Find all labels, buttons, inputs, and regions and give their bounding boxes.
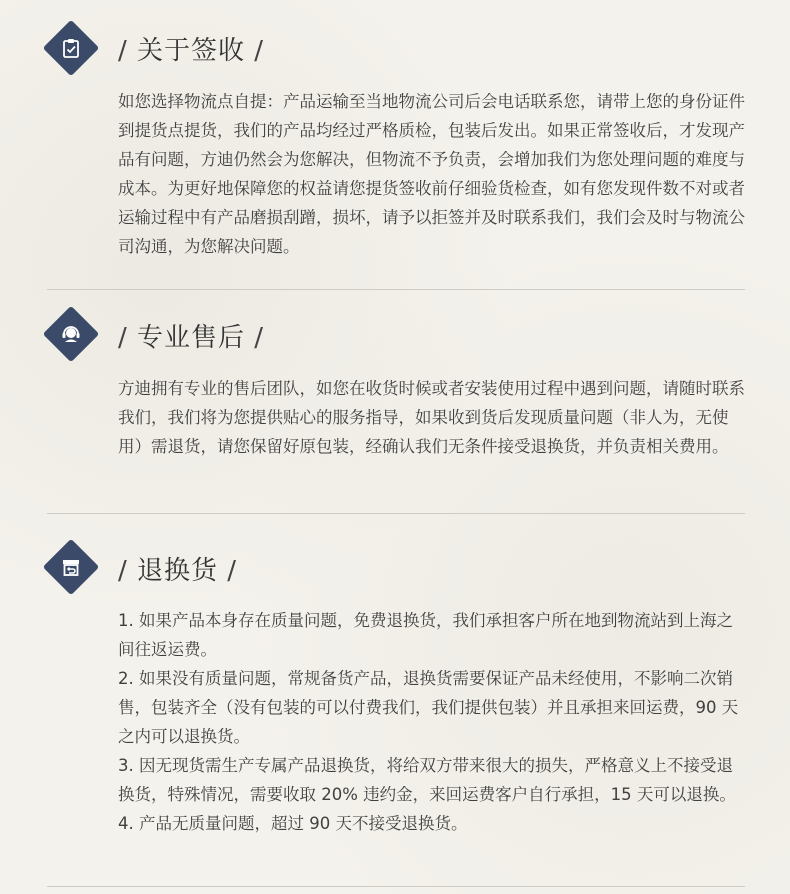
section-3-item: 3. 因无现货需生产专属产品退换货，将给双方带来很大的损失，严格意义上不接受退换货，特殊情况，需要收取 20% 违约金，来回运费客户自行承担，15 天可以退换。: [118, 756, 736, 804]
section-1-body: [118, 87, 748, 261]
section-2-title: / 专业售后 /: [118, 323, 265, 353]
section-2-paragraph: 方迪拥有专业的售后团队，如您在收货时候或者安装使用过程中遇到问题，请随时联系我们，我们将为您提供贴心的服务指导，如果收到货后发现质量问题（非人为，无使用）需退货，请您保留好原包装，经确认我们无条件接受退换货，并负责相关费用。: [118, 379, 745, 456]
customer-service-icon: [51, 314, 91, 354]
divider: [47, 886, 745, 887]
section-3-body: [118, 606, 748, 838]
section-3-item: 1. 如果产品本身存在质量问题，免费退换货，我们承担客户所在地到物流站到上海之间往返运费。: [118, 611, 733, 659]
section-3-title: / 退换货 /: [118, 556, 238, 586]
section-2-body: [118, 374, 748, 461]
section-1-paragraph: 如您选择物流点自提：产品运输至当地物流公司后会电话联系您，请带上您的身份证件到提货点提货，我们的产品均经过严格质检，包装后发出。如果正常签收后，才发现产品有问题，方迪仍然会为您解决，但物流不予负责，会增加我们为您处理问题的难度与成本。为更好地保障您的权益请您提货签收前仔细验货检查，如有您发现件数不对或者运输过程中有产品磨损刮蹭，损坏，请予以拒签并及时联系我们，我们会及时与物流公司沟通，为您解决问题。: [118, 92, 745, 256]
clipboard-check-icon: [51, 28, 91, 68]
section-1-title: / 关于签收 /: [118, 36, 265, 66]
return-box-icon: [51, 547, 91, 587]
divider: [47, 513, 745, 514]
section-3-item: 2. 如果没有质量问题，常规备货产品，退换货需要保证产品未经使用，不影响二次销售，包装齐全（没有包装的可以付费我们，我们提供包装）并且承担来回运费，90 天之内可以退换货。: [118, 669, 739, 746]
divider: [47, 289, 745, 290]
section-3-item: 4. 产品无质量问题，超过 90 天不接受退换货。: [118, 814, 468, 833]
